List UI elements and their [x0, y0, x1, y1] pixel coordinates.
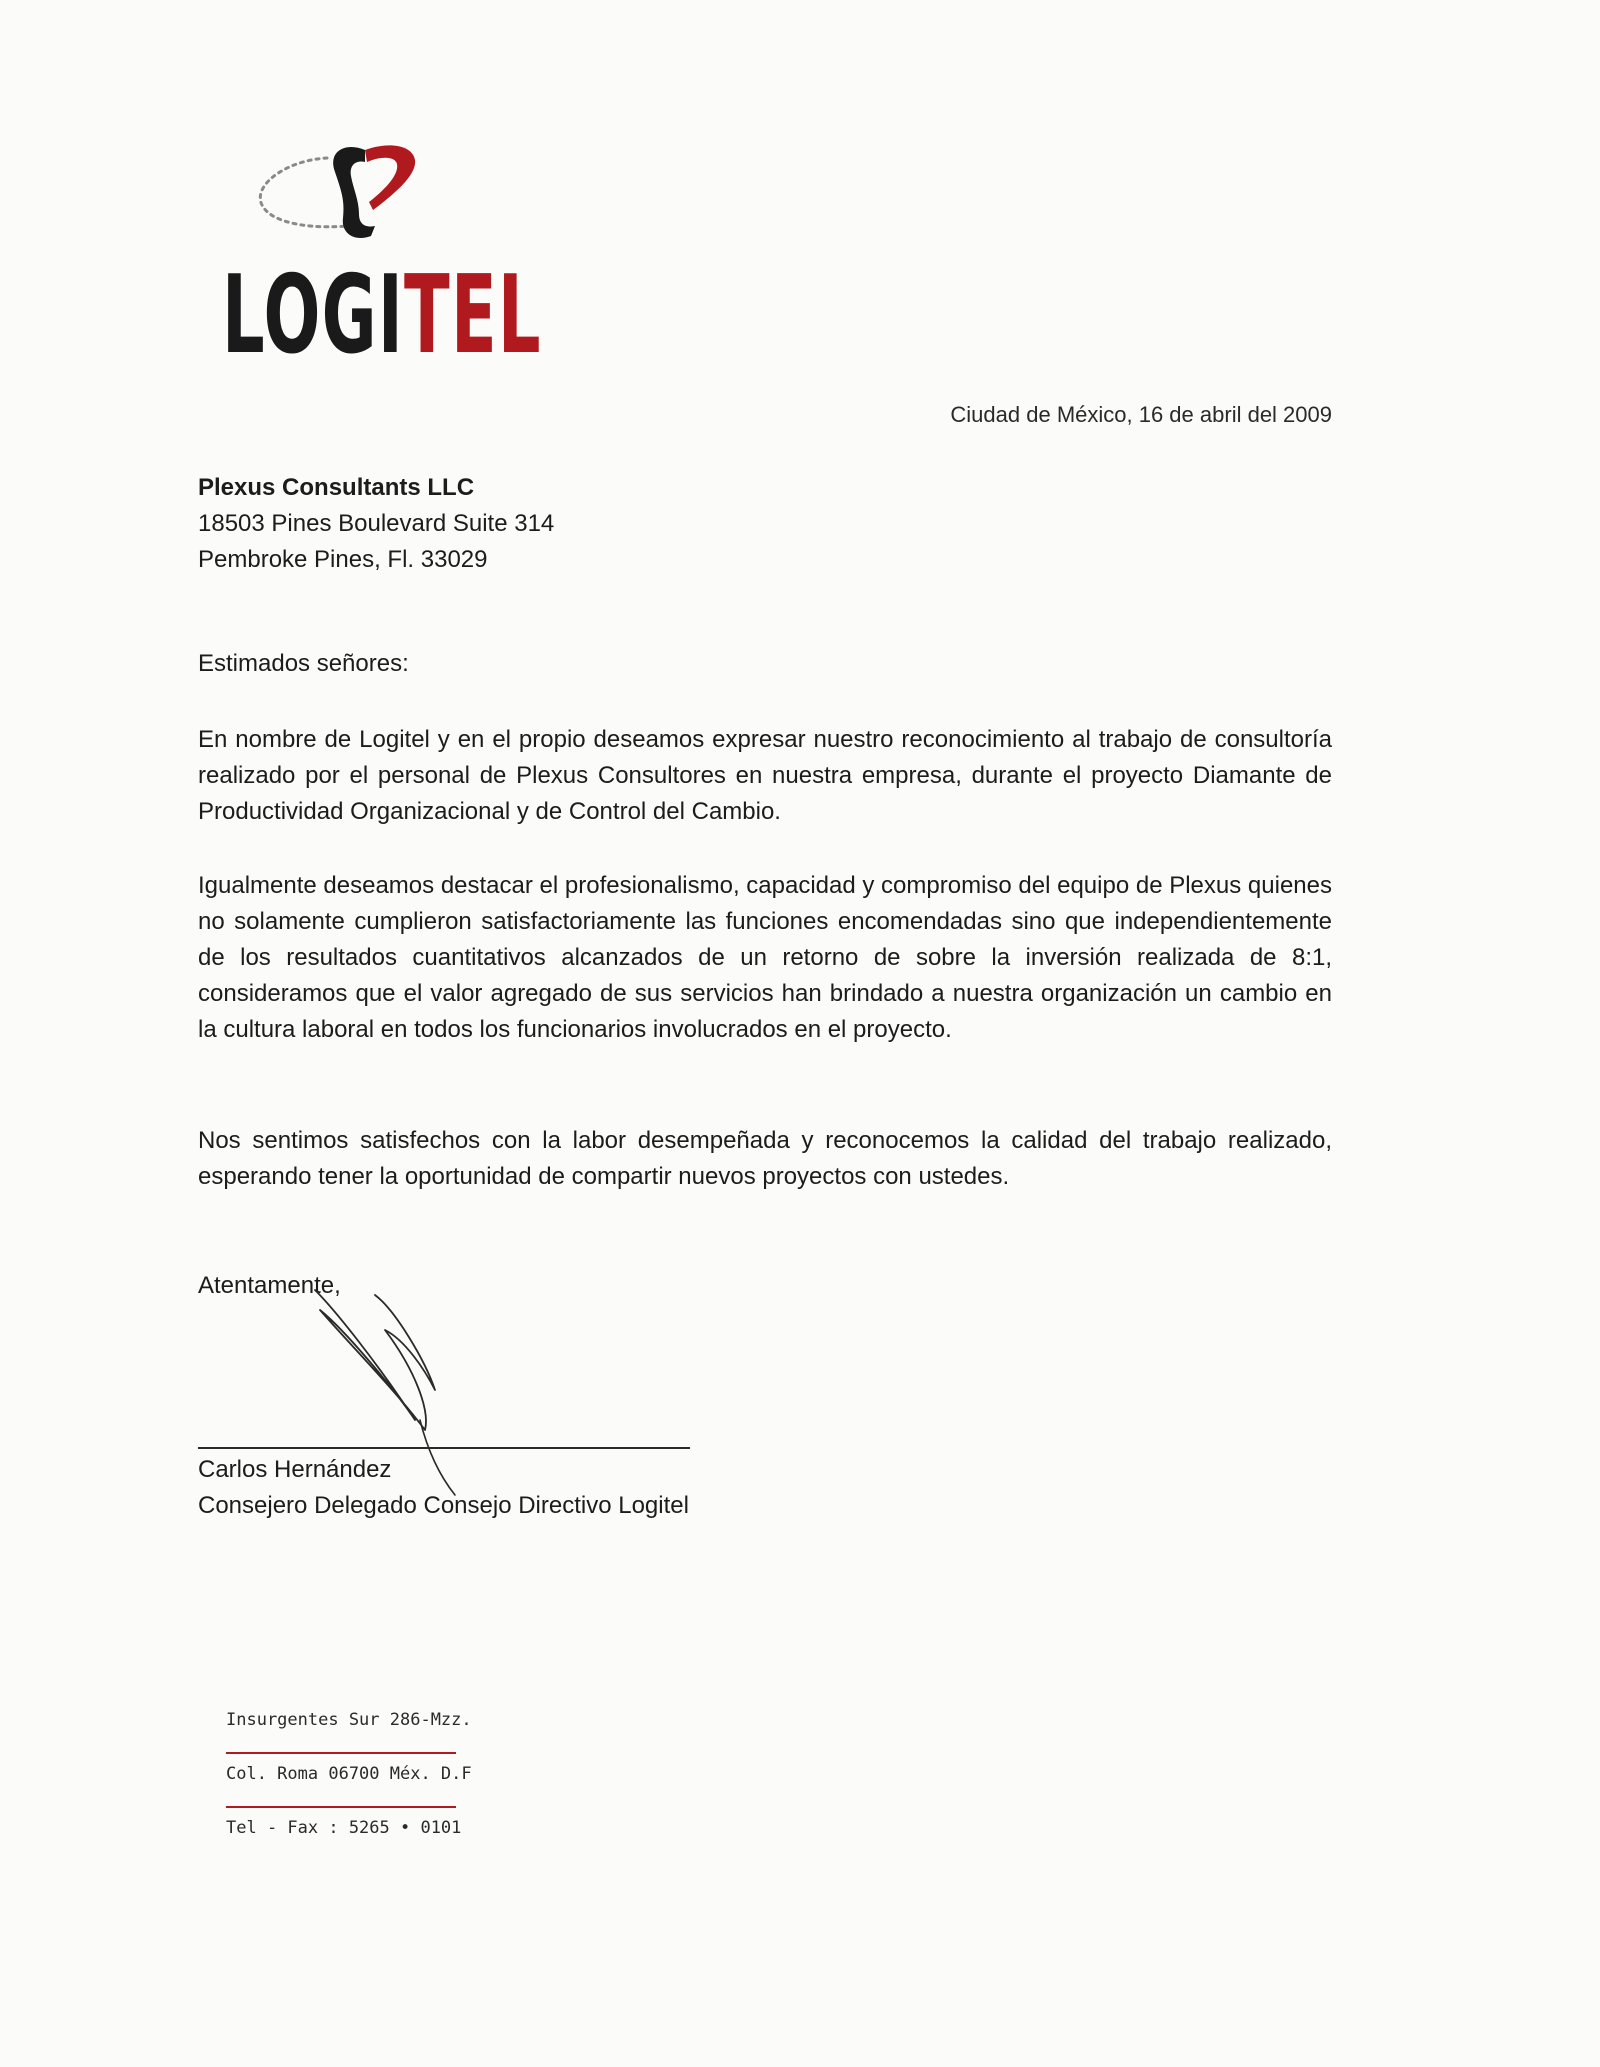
- closing: Atentamente,: [198, 1272, 341, 1299]
- signer-name: Carlos Hernández: [198, 1456, 392, 1483]
- recipient-address-line2: Pembroke Pines, Fl. 33029: [198, 546, 488, 573]
- signer-block: [198, 1452, 689, 1524]
- body-paragraph-2: Igualmente deseamos destacar el profesionalismo, capacidad y compromiso del equipo de Plexus quienes no solamente cumplieron satisfactoriamente las funciones encomendadas sino que independientemente de los resultados cuantitativos alcanzados de un retorno de sobre la inversión realizada de 8:1, consideramos que el valor agregado de sus servicios han brindado a nuestra organización un cambio en la cultura laboral en todos los funcionarios involucrados en el proyecto.: [198, 872, 1332, 1043]
- body-paragraph-1: En nombre de Logitel y en el propio deseamos expresar nuestro reconocimiento al trabajo de consultoría realizado por el personal de Plexus Consultores en nuestra empresa, durante el proyecto Diamante de Productividad Organizacional y de Control del Cambio.: [198, 726, 1332, 825]
- brand-part-red: TEL: [404, 253, 542, 378]
- recipient-company: Plexus Consultants LLC: [198, 474, 475, 501]
- signature-line: [198, 1447, 690, 1449]
- footer-phone: Tel - Fax : 5265 • 0101: [226, 1818, 462, 1838]
- body-paragraph-3: Nos sentimos satisfechos con la labor desempeñada y reconocemos la calidad del trabajo realizado, esperando tener la oportunidad de compartir nuevos proyectos con ustedes.: [198, 1127, 1332, 1190]
- salutation: Estimados señores:: [198, 650, 409, 677]
- footer-address: [226, 1700, 472, 1860]
- letter-date: Ciudad de México, 16 de abril del 2009: [950, 402, 1332, 427]
- signer-title: Consejero Delegado Consejo Directivo Logitel: [198, 1492, 689, 1519]
- brand-wordmark: [222, 253, 542, 378]
- footer-city: Col. Roma 06700 Méx. D.F: [226, 1754, 456, 1808]
- recipient-address-line1: 18503 Pines Boulevard Suite 314: [198, 510, 555, 537]
- footer-street: Insurgentes Sur 286-Mzz.: [226, 1700, 456, 1754]
- recipient-block: [198, 470, 554, 578]
- brand-part-black: LOGI: [222, 253, 405, 378]
- logitel-logo: [222, 130, 542, 380]
- phone-handset-icon: [247, 130, 447, 260]
